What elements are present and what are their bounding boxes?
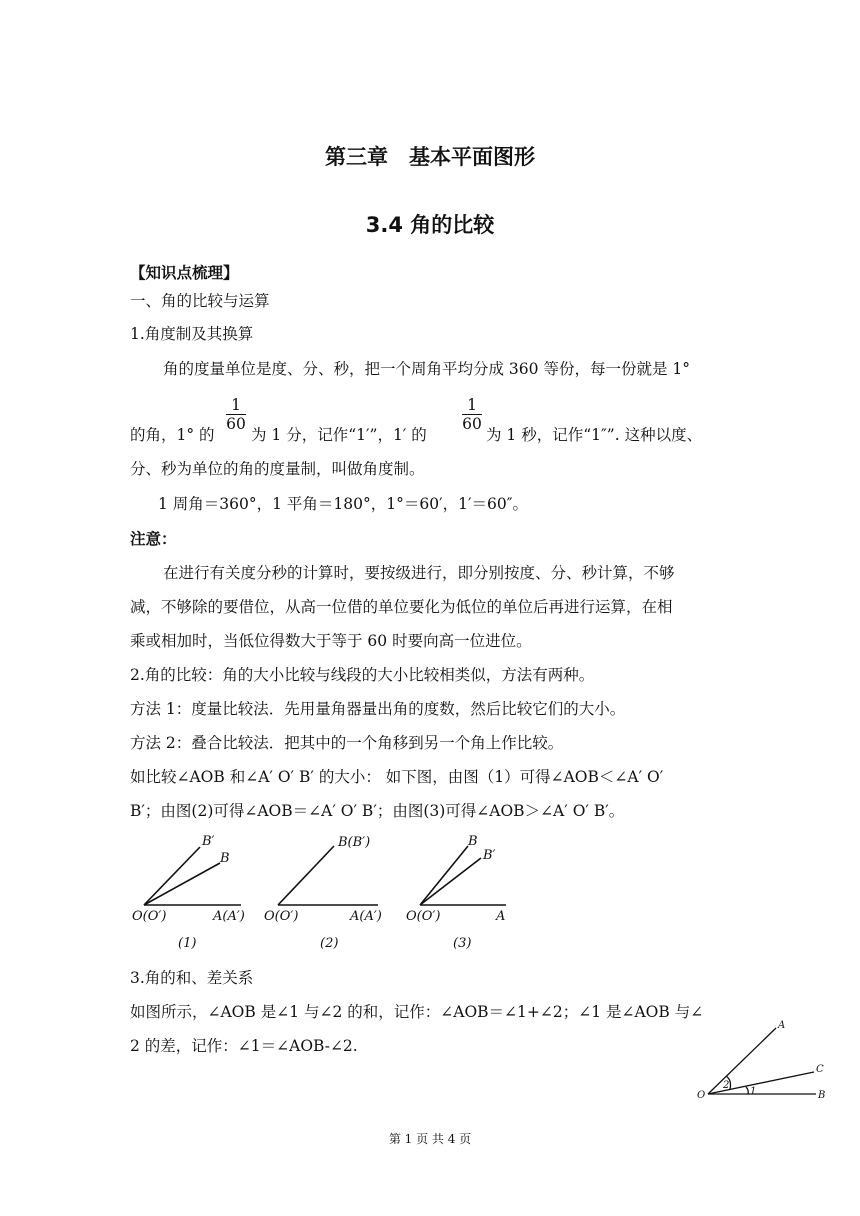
fig2-ray-label-0: B(B′) bbox=[338, 835, 371, 850]
sum-vertex-label: O bbox=[697, 1090, 706, 1101]
fig1-base-label: A(A′) bbox=[213, 909, 245, 924]
para1-line2-b: 为 1 分，记作“1′”，1′ 的 bbox=[251, 426, 427, 444]
section-title: 3.4 角的比较 bbox=[365, 213, 495, 237]
sub2-heading: 2.角的比较：角的大小比较与线段的大小比较相类似，方法有两种。 bbox=[130, 666, 595, 684]
sum-angle-2-label: 2 bbox=[723, 1080, 730, 1091]
fraction-one-sixtieth-2 bbox=[462, 396, 482, 433]
para1-line3: 分、秒为单位的角的度量制，叫做角度制。 bbox=[130, 460, 425, 478]
fig1-ray-label-0: B′ bbox=[202, 834, 215, 849]
para1-line2-a: 的角，1° 的 bbox=[130, 426, 215, 444]
fig3-ray-label-1: B′ bbox=[483, 848, 496, 863]
fig3-base-label: A bbox=[496, 909, 506, 924]
method2: 方法 2：叠合比较法．把其中的一个角移到另一个角上作比较。 bbox=[130, 734, 564, 752]
para1-line1: 角的度量单位是度、分、秒，把一个周角平均分成 360 等份，每一份就是 1° bbox=[163, 360, 690, 378]
fraction-denominator: 60 bbox=[462, 415, 482, 433]
chapter-title: 第三章 基本平面图形 bbox=[325, 145, 535, 169]
fig2-base-label: A(A′) bbox=[350, 909, 382, 924]
fig3-vertex-label: O(O′) bbox=[406, 909, 441, 924]
para1-line4: 1 周角＝360°，1 平角＝180°，1°＝60′，1′＝60″。 bbox=[158, 495, 528, 513]
compare-line2: B′；由图(2)可得∠AOB＝∠A′ O′ B′；由图(3)可得∠AOB＞∠A′ O′ B′。 bbox=[130, 802, 625, 820]
sub1-heading: 1.角度制及其换算 bbox=[130, 325, 254, 343]
fig1-vertex-label: O(O′) bbox=[132, 909, 167, 924]
part1-heading: 一、角的比较与运算 bbox=[130, 292, 270, 310]
sum-line2: 2 的差，记作：∠1＝∠AOB-∠2. bbox=[130, 1037, 358, 1055]
sum-line1: 如图所示，∠AOB 是∠1 与∠2 的和，记作：∠AOB＝∠1+∠2；∠1 是∠AOB 与∠ bbox=[130, 1003, 704, 1021]
note-line1: 在进行有关度分秒的计算时，要按级进行，即分别按度、分、秒计算，不够 bbox=[163, 564, 675, 582]
knowledge-heading: 【知识点梳理】 bbox=[130, 264, 239, 282]
angle-sum-figure bbox=[692, 1018, 832, 1106]
fraction-numerator: 1 bbox=[467, 396, 477, 414]
fraction-denominator: 60 bbox=[226, 415, 246, 433]
para1-line2-c: 为 1 秒，记作“1″”. 这种以度、 bbox=[486, 426, 703, 444]
angle-comparison-figures bbox=[128, 830, 528, 955]
compare-line1: 如比较∠AOB 和∠A′ O′ B′ 的大小： 如下图，由图（1）可得∠AOB＜∠A′ O′ bbox=[130, 768, 664, 786]
method1: 方法 1：度量比较法．先用量角器量出角的度数，然后比较它们的大小。 bbox=[130, 700, 626, 718]
sum-point-b-label: B bbox=[818, 1090, 826, 1101]
sum-angle-1-label: 1 bbox=[750, 1086, 757, 1097]
note-line3: 乘或相加时，当低位得数大于等于 60 时要向高一位进位。 bbox=[130, 632, 532, 650]
page-footer: 第 1 页 共 4 页 bbox=[388, 1132, 472, 1146]
fig1-caption: (1) bbox=[178, 936, 197, 951]
fig3-caption: (3) bbox=[453, 936, 472, 951]
fig2-vertex-label: O(O′) bbox=[264, 909, 299, 924]
fig1-ray-label-1: B bbox=[220, 851, 230, 866]
fig3-ray-label-0: B bbox=[468, 834, 478, 849]
sum-point-a-label: A bbox=[778, 1020, 786, 1031]
sum-point-c-label: C bbox=[816, 1064, 824, 1075]
note-line2: 减，不够除的要借位，从高一位借的单位要化为低位的单位后再进行运算，在相 bbox=[130, 598, 673, 616]
note-heading: 注意： bbox=[130, 530, 177, 548]
fig2-caption: (2) bbox=[320, 936, 339, 951]
sub3-heading: 3.角的和、差关系 bbox=[130, 969, 254, 987]
fraction-numerator: 1 bbox=[231, 396, 241, 414]
fraction-one-sixtieth-1 bbox=[226, 396, 246, 433]
